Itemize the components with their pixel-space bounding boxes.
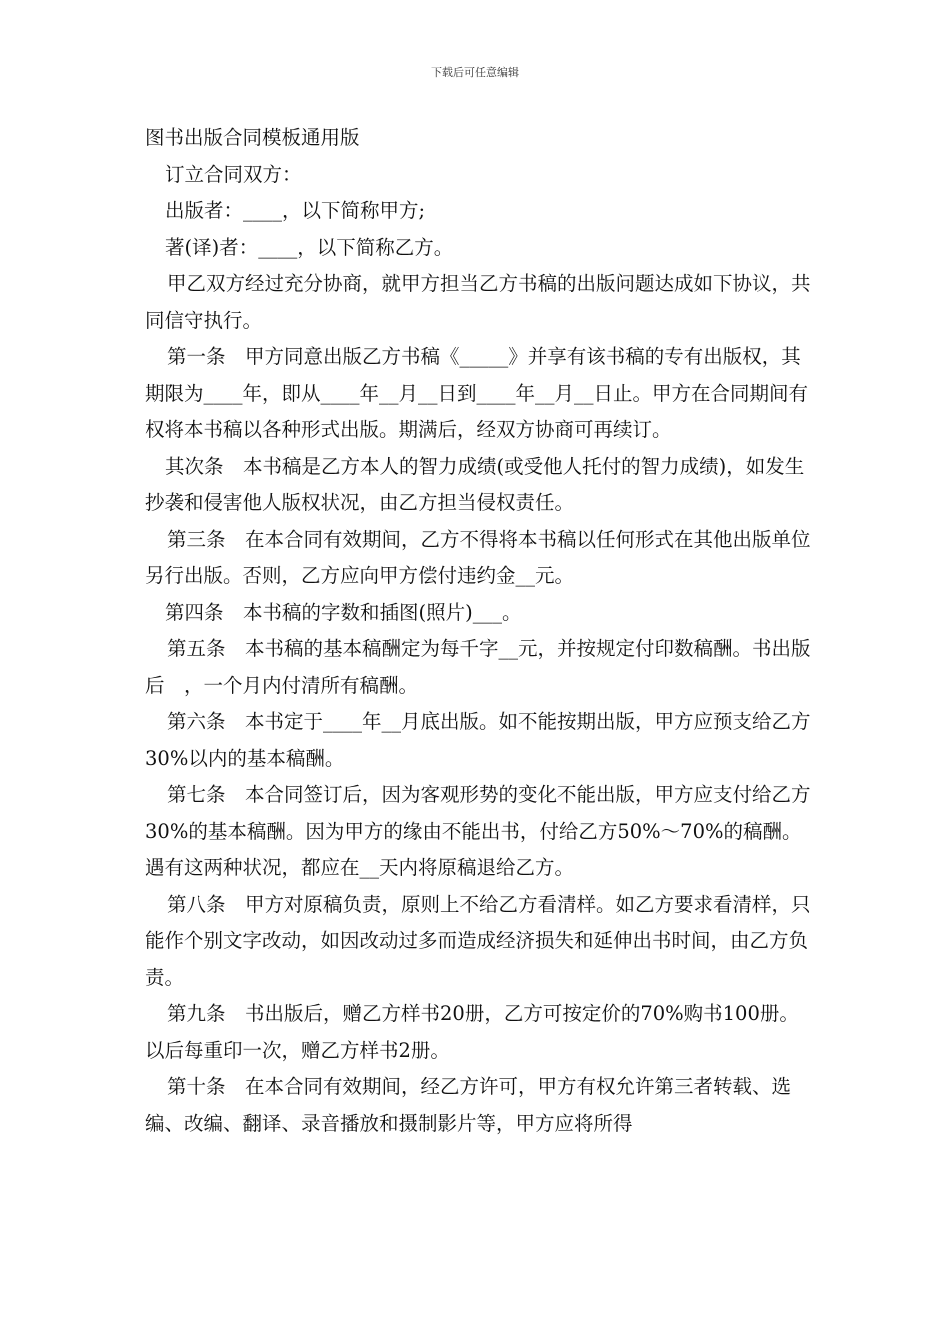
clause-6: 第六条 本书定于____年__月底出版。如不能按期出版，甲方应预支给乙方30%以内的基本稿酬。 bbox=[145, 710, 811, 770]
document-body bbox=[145, 120, 817, 1142]
clause-10: 第十条 在本合同有效期间，经乙方许可，甲方有权允许第三者转载、选编、改编、翻译、录音播放和摄制影片等，甲方应将所得 bbox=[145, 1075, 792, 1135]
page-header-note: 下载后可任意编辑 bbox=[431, 66, 519, 79]
document-title: 图书出版合同模板通用版 bbox=[145, 126, 360, 149]
paragraph-publisher: 出版者：____，以下简称甲方; bbox=[165, 199, 426, 222]
paragraph-author: 著(译)者：____，以下简称乙方。 bbox=[165, 235, 454, 259]
clause-8: 第八条 甲方对原稿负责，原则上不给乙方看清样。如乙方要求看清样，只能作个别文字改动，如因改动过多而造成经济损失和延伸出书时间，由乙方负责。 bbox=[145, 892, 811, 989]
paragraph-preamble: 甲乙双方经过充分协商，就甲方担当乙方书稿的出版问题达成如下协议，共同信守执行。 bbox=[145, 272, 811, 332]
clause-2: 其次条 本书稿是乙方本人的智力成绩(或受他人托付的智力成绩)，如发生抄袭和侵害他人版权状况，由乙方担当侵权责任。 bbox=[145, 454, 805, 514]
clause-9: 第九条 书出版后，赠乙方样书20册，乙方可按定价的70%购书100册。以后每重印一次，赠乙方样书2册。 bbox=[145, 1002, 799, 1062]
clause-5: 第五条 本书稿的基本稿酬定为每千字__元，并按规定付印数稿酬。书出版后 ，一个月内付清所有稿酬。 bbox=[145, 637, 811, 697]
clause-3: 第三条 在本合同有效期间，乙方不得将本书稿以任何形式在其他出版单位另行出版。否则，乙方应向甲方偿付违约金__元。 bbox=[145, 527, 811, 587]
paragraph-parties: 订立合同双方： bbox=[165, 162, 302, 186]
clause-1: 第一条 甲方同意出版乙方书稿《_____》并享有该书稿的专有出版权，其期限为____年，即从____年__月__日到____年__月__日止。甲方在合同期间有权将本书稿以各种形式出版。期满后，经双方协商可再续订。 bbox=[145, 345, 809, 441]
clause-7: 第七条 本合同签订后，因为客观形势的变化不能出版，甲方应支付给乙方30%的基本稿酬。因为甲方的缘由不能出书，付给乙方50%～70%的稿酬。遇有这两种状况，都应在__天内将原稿退给乙方。 bbox=[145, 783, 811, 879]
clause-4: 第四条 本书稿的字数和插图(照片)___。 bbox=[165, 600, 522, 624]
